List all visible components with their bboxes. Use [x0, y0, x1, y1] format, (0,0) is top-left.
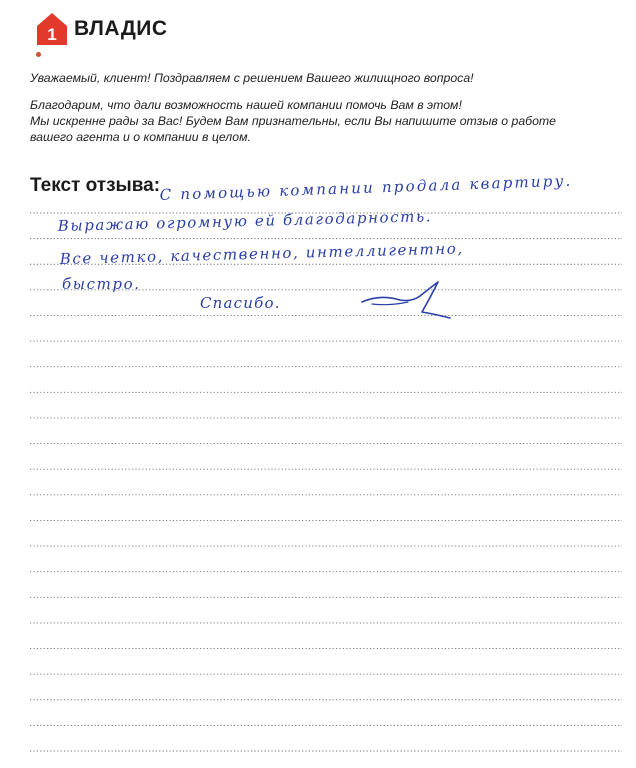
thanks-line: Мы искренне рады за Вас! Будем Вам признательны, если Вы напишите отзыв о работе [30, 114, 557, 128]
handwritten-line: быстро. [62, 275, 141, 293]
logo-number: 1 [47, 25, 57, 44]
review-label: Текст отзыва: [30, 175, 161, 196]
handwritten-line: Спасибо. [200, 294, 281, 312]
handwritten-line: Выражаю огромную ей благодарность. [57, 207, 433, 235]
thanks-line: Благодарим, что дали возможность нашей компании помочь Вам в этом! [30, 98, 462, 112]
handwritten-line: Все четко, качественно, интеллигентно, [59, 239, 465, 268]
handwritten-line: С помощью компании продала квартиру. [159, 171, 573, 204]
brand-name: ВЛАДИС [74, 17, 168, 40]
greeting-text: Уважаемый, клиент! Поздравляем с решением Вашего жилищного вопроса! [30, 71, 474, 85]
thanks-line: вашего агента и о компании в целом. [30, 130, 251, 144]
